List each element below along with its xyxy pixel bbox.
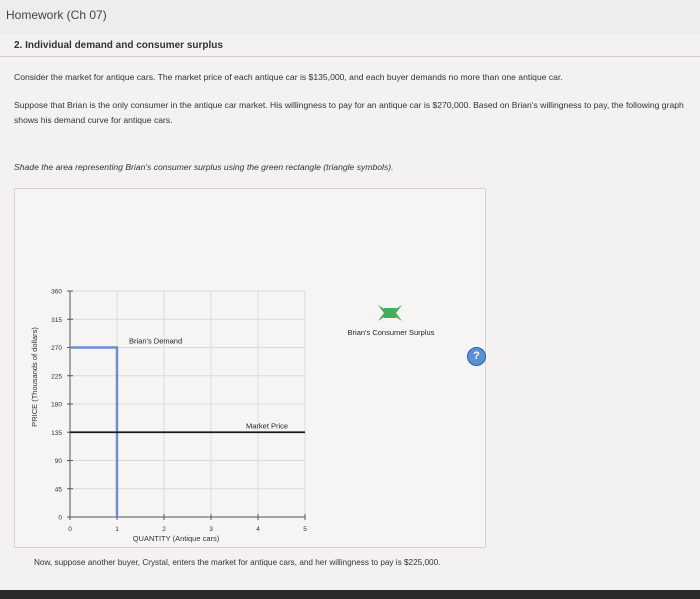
- y-tick-label: 0: [58, 514, 62, 522]
- graph-container: [14, 188, 486, 548]
- market-price-label: Market Price: [246, 421, 289, 431]
- question-instruction: Shade the area representing Brian's consumer surplus using the green rectangle (triangle symbols).: [14, 162, 394, 172]
- bottom-bar: [0, 590, 700, 599]
- top-bar: [0, 0, 700, 35]
- question-mark-icon: ?: [473, 350, 480, 362]
- help-button[interactable]: [467, 347, 486, 366]
- title-divider: [0, 56, 700, 57]
- chart-ticks: [51, 289, 307, 534]
- x-tick-label: 2: [162, 526, 166, 533]
- y-tick-label: 270: [51, 345, 62, 352]
- demand-chart[interactable]: [15, 189, 485, 547]
- tool-label: Brian's Consumer Surplus: [347, 328, 435, 337]
- y-axis-label: PRICE (Thousands of dollars): [30, 327, 39, 427]
- consumer-surplus-tool[interactable]: [348, 305, 435, 337]
- y-tick-label: 180: [51, 401, 62, 409]
- question-title: 2. Individual demand and consumer surplus: [14, 40, 223, 51]
- y-tick-label: 135: [51, 429, 62, 437]
- question-panel: [0, 34, 700, 590]
- chart-grid: [70, 291, 305, 517]
- green-rectangle-swatch[interactable]: [384, 308, 396, 318]
- y-tick-label: 45: [54, 486, 62, 494]
- x-tick-label: 0: [68, 526, 72, 533]
- x-tick-label: 3: [209, 526, 213, 533]
- question-paragraph-2: Suppose that Brian is the only consumer in the antique car market. His willingness to pay for an antique car is $270,000. Based on Brian's willingness to pay, the following graph shows his demand curve for antique cars.: [14, 100, 684, 125]
- x-axis-label: QUANTITY (Antique cars): [132, 534, 220, 543]
- followup-text: Now, suppose another buyer, Crystal, enters the market for antique cars, and her willingness to pay is $225,000.: [34, 558, 441, 567]
- y-tick-label: 225: [51, 373, 62, 381]
- x-tick-label: 4: [256, 526, 260, 533]
- y-tick-label: 315: [51, 316, 62, 324]
- demand-curve-label: Brian's Demand: [129, 336, 183, 346]
- x-tick-label: 5: [303, 526, 307, 533]
- question-paragraph-1: Consider the market for antique cars. The market price of each antique car is $135,000, and each buyer demands no more than one antique car.: [14, 72, 563, 82]
- x-tick-label: 1: [115, 526, 119, 533]
- y-tick-label: 90: [54, 458, 62, 465]
- chart-series: [70, 337, 305, 518]
- homework-title: Homework (Ch 07): [6, 8, 107, 22]
- y-tick-label: 360: [51, 288, 62, 296]
